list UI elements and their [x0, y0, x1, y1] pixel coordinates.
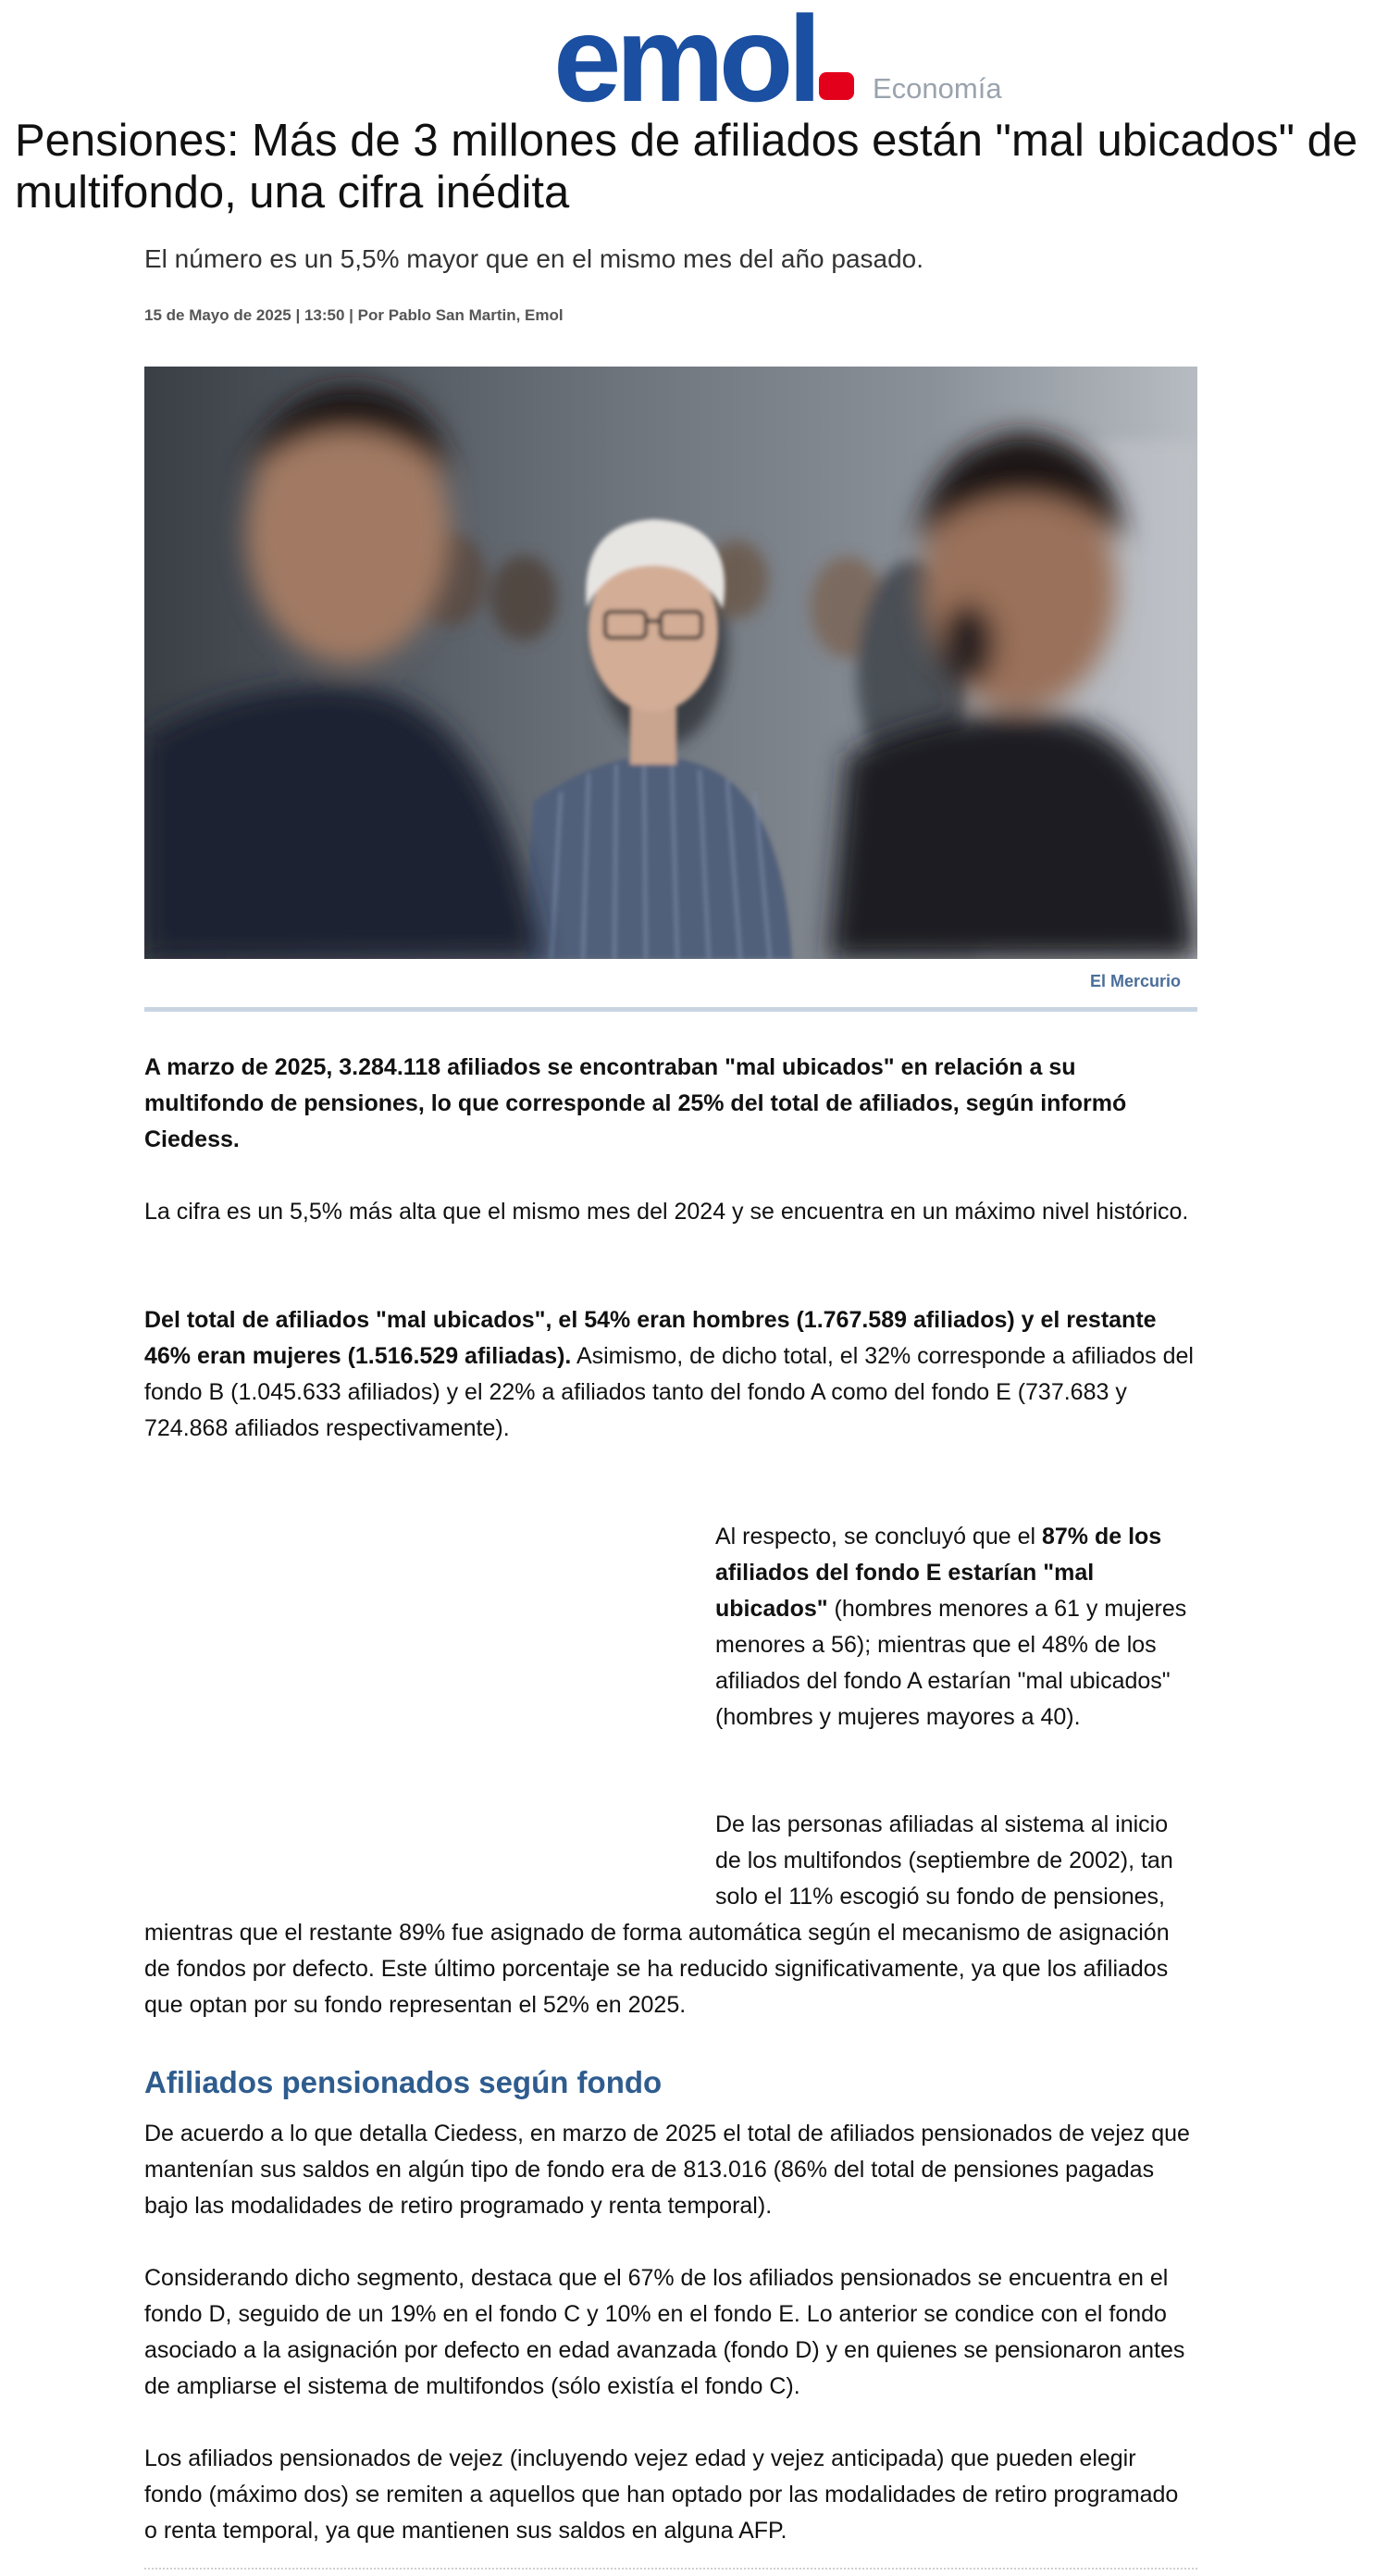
section-heading: Afiliados pensionados según fondo	[144, 2065, 663, 2099]
paragraph-4-bold: 87% de los afiliados del fondo E estarían "mal ubicados"	[715, 1524, 1162, 1622]
section-label[interactable]: Economía	[873, 72, 1002, 105]
article-subtitle: El número es un 5,5% mayor que en el mismo mes del año pasado.	[144, 244, 924, 273]
article-photo[interactable]	[144, 367, 1197, 959]
paragraph-7: Considerando dicho segmento, destaca que el 67% de los afiliados pensionados se encuentra en el fondo D, seguido de un 19% en el fondo C y 10% en el fondo E. Lo anterior se condice con el fondo asociado a la asignación por defecto en edad avanzada (fondo D) y en quienes se pensionaron antes de ampliarse el sistema de multifondos (sólo existía el fondo C).	[144, 2265, 1185, 2399]
logo-dot-icon	[819, 72, 854, 100]
paragraph-4-pre: Al respecto, se concluyó que el	[715, 1524, 1042, 1549]
paragraph-4	[715, 1519, 1196, 1736]
site-header	[0, 0, 1388, 127]
paragraph-6: De acuerdo a lo que detalla Ciedess, en marzo de 2025 el total de afiliados pensionados de vejez que mantenían sus saldos en algún tipo de fondo era de 813.016 (86% del total de pensiones pagadas bajo las modalidades de retiro programado y renta temporal).	[144, 2121, 1190, 2219]
article-figure	[144, 367, 1197, 1012]
paragraph-5-continued: mientras que el restante 89% fue asignado de forma automática según el mecanismo de asignación de fondos por defecto. Este último porcentaje se ha reducido significativamente, ya que los afiliados que optan por su fondo representan el 52% en 2025.	[144, 1920, 1170, 2018]
article-byline: 15 de Mayo de 2025 | 13:50 | Por Pablo San Martin, Emol	[144, 306, 564, 324]
paragraph-8: Los afiliados pensionados de vejez (incluyendo vejez edad y vejez anticipada) que pueden elegir fondo (máximo dos) se remiten a aquellos que han optado por las modalidades de retiro programado o renta temporal, ya que mantienen sus saldos en alguna AFP.	[144, 2445, 1179, 2544]
paragraph-2: La cifra es un 5,5% más alta que el mismo mes del 2024 y se encuentra en un máximo nivel histórico.	[144, 1199, 1189, 1225]
paragraph-3	[144, 1302, 1197, 1447]
paragraph-4-text: (hombres menores a 61 y mujeres menores a 56); mientras que el 48% de los afiliados del fondo A estarían "mal ubicados" (hombres y mujeres mayores a 40).	[715, 1596, 1187, 1730]
paragraph-3-bold: Del total de afiliados "mal ubicados", el 54% eran hombres (1.767.589 afiliados) y el restante 46% eran mujeres (1.516.529 afiliadas).	[144, 1307, 1157, 1369]
paragraph-5-right: De las personas afiliadas al sistema al inicio de los multifondos (septiembre de 2002), tan solo el 11% escogió su fondo de pensiones,	[715, 1811, 1173, 1910]
photo-credit: El Mercurio	[1089, 972, 1181, 990]
article-headline: Pensiones: Más de 3 millones de afiliados están "mal ubicados" de multifondo, una cifra inédita	[15, 116, 1358, 218]
emol-logo[interactable]: emol	[553, 0, 817, 127]
lead-paragraph: A marzo de 2025, 3.284.118 afiliados se encontraban "mal ubicados" en relación a su multifondo de pensiones, lo que corresponde al 25% del total de afiliados, según informó Ciedess.	[144, 1054, 1127, 1152]
paragraph-3-text: Asimismo, de dicho total, el 32% corresponde a afiliados del fondo B (1.045.633 afiliados) y el 22% a afiliados tanto del fondo A como del fondo E (737.683 y 724.868 afiliados respectivamente).	[144, 1343, 1194, 1441]
bottom-divider	[144, 2568, 1197, 2570]
